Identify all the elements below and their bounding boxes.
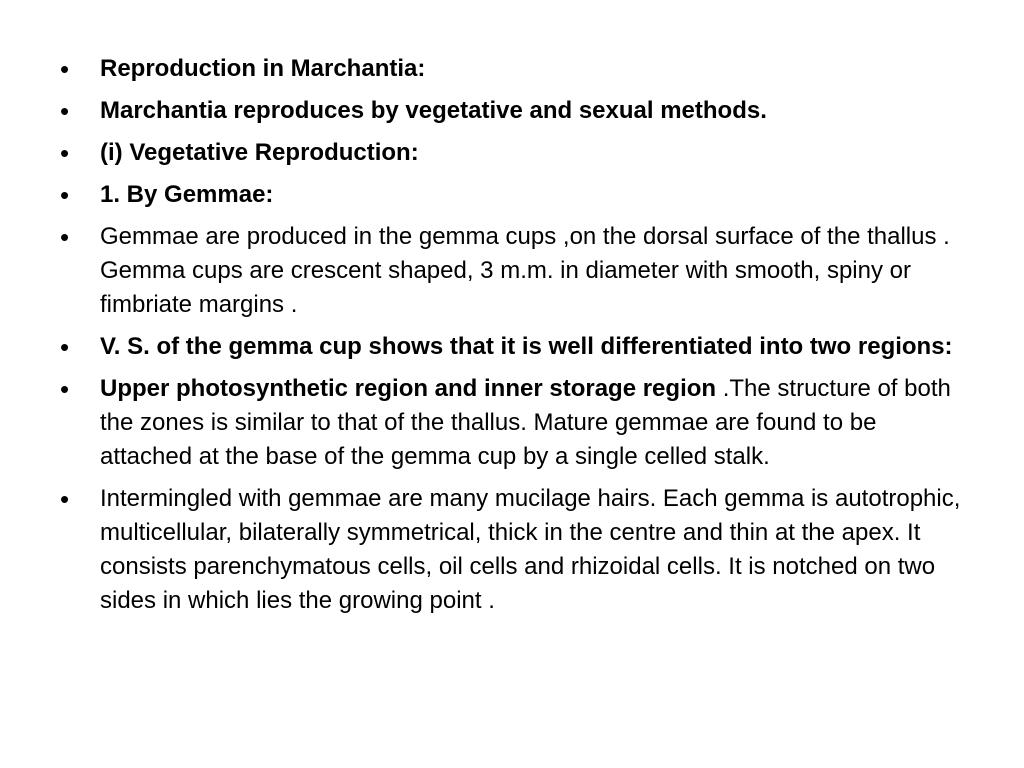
bullet-item-7 [60,372,965,474]
bullet-item-3 [60,136,965,170]
bullet-point-icon: • [60,332,70,362]
bullet-text: Intermingled with gemmae are many mucilage hairs. Each gemma is autotrophic, multicellular, bilaterally symmetrical, thick in the centre and thin at the apex. It consists parenchymatous cells, oil cells and rhizoidal cells. It is notched on two sides in which lies the growing point . [100,485,961,614]
bullet-list [60,52,965,626]
bullet-item-2 [60,94,965,128]
bullet-heading: V. S. of the gemma cup shows that it is well differentiated into two regions: [100,333,953,360]
bullet-text: Gemmae are produced in the gemma cups ,on the dorsal surface of the thallus . Gemma cups are crescent shaped, 3 m.m. in diameter with smooth, spiny or fimbriate margins . [100,223,950,318]
bullet-text: .The structure of both the zones is similar to that of the thallus. Mature gemmae are found to be attached at the base of the gemma cup by a single celled stalk. [100,375,951,470]
bullet-item-5 [60,220,965,322]
bullet-item-8 [60,482,965,618]
bullet-point-icon: • [60,222,70,252]
bullet-item-6 [60,330,965,364]
bullet-heading: 1. By Gemmae: [100,181,274,208]
bullet-point-icon: • [60,484,70,514]
bullet-point-icon: • [60,54,70,84]
bullet-point-icon: • [60,138,70,168]
bullet-item-4 [60,178,965,212]
bullet-heading: Marchantia reproduces by vegetative and sexual methods. [100,97,767,124]
bullet-heading: Reproduction in Marchantia: [100,55,426,82]
bullet-point-icon: • [60,374,70,404]
bullet-point-icon: • [60,180,70,210]
bullet-item-1 [60,52,965,86]
bullet-heading: (i) Vegetative Reproduction: [100,139,419,166]
bullet-point-icon: • [60,96,70,126]
bullet-heading: Upper photosynthetic region and inner storage region [100,375,717,402]
